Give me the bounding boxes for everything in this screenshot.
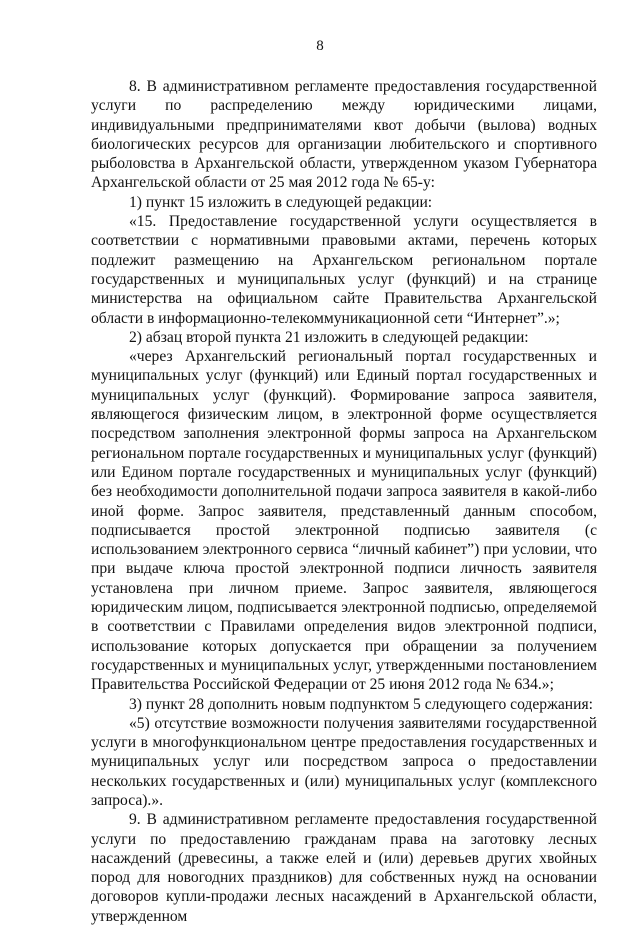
- paragraph-item-9-intro: 9. В административном регламенте предоставления государственной услуги по предоставлению гражданам права на заготовку лесных насаждений (древесины, а также елей и (или) деревьев других хвойных пород для новогодних праздников) для собственных нужд на основании договоров купли-продажи лесных насаждений в Архангельской области, утвержденном: [91, 811, 597, 925]
- paragraph-quote-21: «через Архангельский региональный портал государственных и муниципальных услуг (функций) или Единый портал государственных и муниципальных услуг (функций). Формирование запроса заявителя, являющегося физическим лицом, в электронной форме осуществляется посредством заполнения электронной формы запроса на Архангельском региональном портале государственных и муниципальных услуг (функций) или Едином портале государственных и муниципальных услуг (функций) без необходимости дополнительной подачи запроса заявителя в какой-либо иной форме. Запрос заявителя, представленный данным способом, подписывается простой электронной подписью заявителя (с использованием электронного сервиса “личный кабинет”) при условии, что при выдаче ключа простой электронной подписи личность заявителя установлена при личном приеме. Запрос заявителя, являющегося юридическим лицом, подписывается электронной подписью, определяемой в соответствии с Правилами определения видов электронной подписи, использование которых допускается при обращении за получением государственных и муниципальных услуг, утвержденными постановлением Правительства Российской Федерации от 25 июня 2012 года № 634.»;: [91, 348, 597, 694]
- paragraph-subitem-1: 1) пункт 15 изложить в следующей редакции:: [129, 193, 433, 211]
- paragraph-subitem-2: 2) абзац второй пункта 21 изложить в следующей редакции:: [129, 328, 529, 346]
- paragraph-item-8-intro: 8. В административном регламенте предоставления государственной услуги по распределению между юридическими лицами, индивидуальными предпринимателями квот добычи (вылова) водных биологических ресурсов для организации любительского и спортивного рыболовства в Архангельской области, утвержденном указом Губернатора Архангельской области от 25 мая 2012 года № 65-у:: [91, 78, 597, 192]
- paragraph-quote-5: «5) отсутствие возможности получения заявителями государственной услуги в многофункциональном центре предоставления государственных и муниципальных услуг или посредством запроса о предоставлении нескольких государственных и (или) муниципальных услуг (комплексного запроса).».: [91, 714, 597, 809]
- document-body: [91, 77, 597, 926]
- page-number: 8: [316, 38, 324, 54]
- paragraph-quote-15: «15. Предоставление государственной услуги осуществляется в соответствии с нормативными правовыми актами, перечень которых подлежит размещению на Архангельском региональном портале государственных и муниципальных услуг (функций) и на странице министерства на официальном сайте Правительства Архангельской области в информационно-телекоммуникационной сети “Интернет”.»;: [91, 213, 597, 327]
- paragraph-subitem-3: 3) пункт 28 дополнить новым подпунктом 5 следующего содержания:: [129, 695, 593, 713]
